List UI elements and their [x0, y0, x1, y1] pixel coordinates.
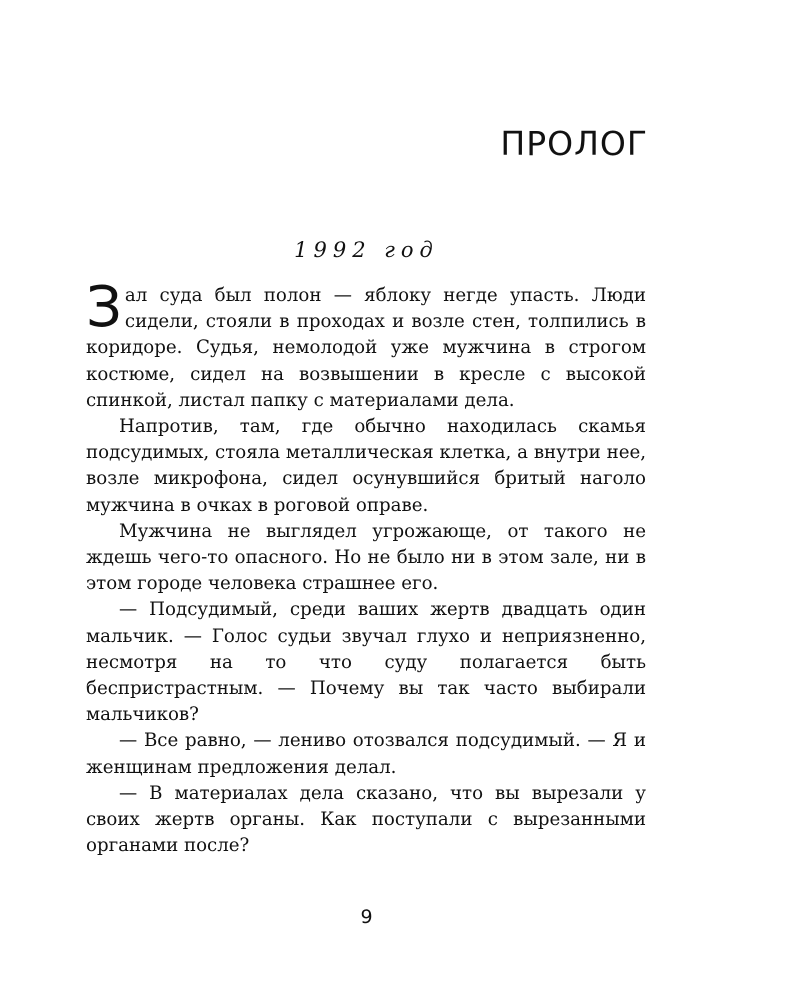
body-text [86, 275, 646, 859]
paragraph-6: — В материалах дела сказано, что вы вырезали у своих жертв органы. Как поступали с вырезанными органами после? [86, 782, 646, 857]
paragraph-4: — Подсудимый, среди ваших жертв двадцать один мальчик. — Голос судьи звучал глухо и неприязненно, несмотря на то что суду полагается быть беспристрастным. — Почему вы так часто выбирали мальчиков? [86, 599, 646, 726]
page-number: 9 [360, 906, 373, 928]
paragraph-5: — Все равно, — лениво отозвался подсудимый. — Я и женщинам предложения делал. [86, 730, 646, 778]
chapter-year: 1992 год [294, 238, 439, 262]
chapter-title: ПРОЛОГ [500, 124, 648, 163]
drop-cap: З [86, 275, 122, 340]
paragraph-1-text: ал суда был полон — яблоку негде упасть. Люди сидели, стояли в проходах и возле стен, толпились в коридоре. Судья, немолодой уже мужчина в строгом костюме, сидел на возвышении в кресле с высокой спинкой, листал папку с материалами дела. [86, 285, 646, 411]
paragraph-1 [86, 275, 646, 414]
paragraph-2: Напротив, там, где обычно находилась скамья подсудимых, стояла металлическая клетка, а внутри нее, возле микрофона, сидел осунувшийся бритый наголо мужчина в очках в роговой оправе. [86, 416, 646, 516]
paragraph-3: Мужчина не выглядел угрожающе, от такого не ждешь чего-то опасного. Но не было ни в этом зале, ни в этом городе человека страшнее его. [86, 520, 646, 595]
